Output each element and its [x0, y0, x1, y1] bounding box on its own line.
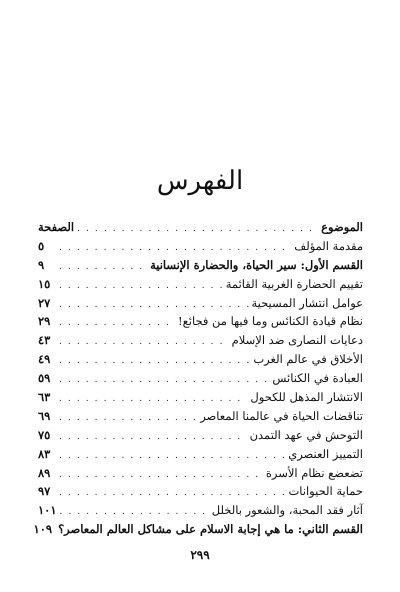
dot-leader [77, 220, 318, 239]
toc-entry-label: القسم الأول: سير الحياة، والحضارة الإنسانية [150, 257, 363, 272]
toc-entry [38, 501, 363, 520]
toc-entry-page: ١٠٩ [33, 522, 53, 537]
toc-entry-page: ٥٩ [38, 371, 51, 386]
toc-entry [38, 464, 363, 483]
toc-entry-page: ٢٧ [38, 295, 51, 310]
toc-entry [38, 331, 363, 350]
dot-leader [59, 277, 223, 296]
toc-header-row [38, 218, 363, 237]
dot-leader [59, 428, 247, 447]
toc-entry [33, 520, 363, 539]
dot-leader [59, 371, 269, 390]
toc-entry-label: التوحش في عهد التمدن [249, 427, 363, 442]
toc-entry-label: الأخلاق في عالم الغرب [253, 352, 363, 367]
toc-entry-page: ٨٣ [38, 446, 51, 461]
toc-entry-label: مقدمة المؤلف [294, 238, 363, 253]
toc-entry-label: عوامل انتشار المسيحية [251, 295, 363, 310]
toc-entry-label: تناقضات الحياة في عالمنا المعاصر [200, 408, 363, 423]
toc-entry-label: حماية الحيوانات [288, 484, 363, 499]
toc-entry-page: ٩ [38, 257, 45, 272]
toc-entry-page: ٤٣ [38, 333, 51, 348]
toc-entry [38, 388, 363, 407]
toc-entry [38, 350, 363, 369]
dot-leader [59, 333, 229, 352]
toc-entry [38, 445, 363, 464]
toc-header-label: الموضوع [321, 220, 363, 234]
toc-entry-page: ٢٩ [38, 314, 51, 329]
page-number: ٢٩٩ [190, 548, 210, 562]
dot-leader [59, 409, 197, 428]
table-of-contents [33, 218, 363, 539]
toc-entry [38, 294, 363, 313]
toc-entry-label: تضعضع نظام الأسرة [265, 465, 363, 480]
toc-entry-page: ٥ [38, 238, 45, 253]
dot-leader [59, 352, 250, 371]
toc-entry-page: ٦٣ [38, 390, 51, 405]
toc-entry-label: آثار فقد المحبة، والشعور بالخلل [211, 503, 363, 518]
toc-entry [38, 407, 363, 426]
toc-entry-label: نظام قيادة الكنائس وما فيها من فجائع! [178, 314, 363, 329]
toc-entry-page: ١٥ [38, 276, 51, 291]
toc-entry-page: ٤٩ [38, 352, 51, 367]
dot-leader [59, 466, 263, 485]
toc-header-page-label: الصفحة [38, 220, 75, 234]
toc-entry-label: تقييم الحضارة الغربية القائمة [225, 276, 363, 291]
toc-entry-label: القسم الثاني: ما هي إجابة الاسلام على مشاكل العالم المعاصر؟ [58, 522, 363, 537]
toc-entry-label: الانتشار المذهل للكحول [250, 390, 363, 405]
toc-entry [38, 312, 363, 331]
toc-entry [38, 256, 363, 275]
dot-leader [59, 258, 147, 277]
toc-entry-page: ٧٥ [38, 427, 51, 442]
dot-leader [59, 314, 175, 333]
toc-entry [38, 482, 363, 501]
toc-entry-label: العبادة في الكنائس [272, 371, 363, 386]
toc-entry-page: ٦٩ [38, 408, 51, 423]
toc-entry [38, 426, 363, 445]
toc-entry [38, 369, 363, 388]
toc-entry-page: ٨٩ [38, 465, 51, 480]
dot-leader [59, 447, 285, 466]
toc-entry-label: دعايات النصارى ضد الإسلام [231, 333, 363, 348]
toc-entry [38, 237, 363, 256]
toc-entry-page: ٩٧ [38, 484, 51, 499]
toc-entry-page: ١٠١ [38, 503, 57, 518]
toc-entry-label: التمييز العنصري [288, 446, 363, 461]
page-title: الفهرس [156, 166, 244, 196]
toc-entry [38, 275, 363, 294]
